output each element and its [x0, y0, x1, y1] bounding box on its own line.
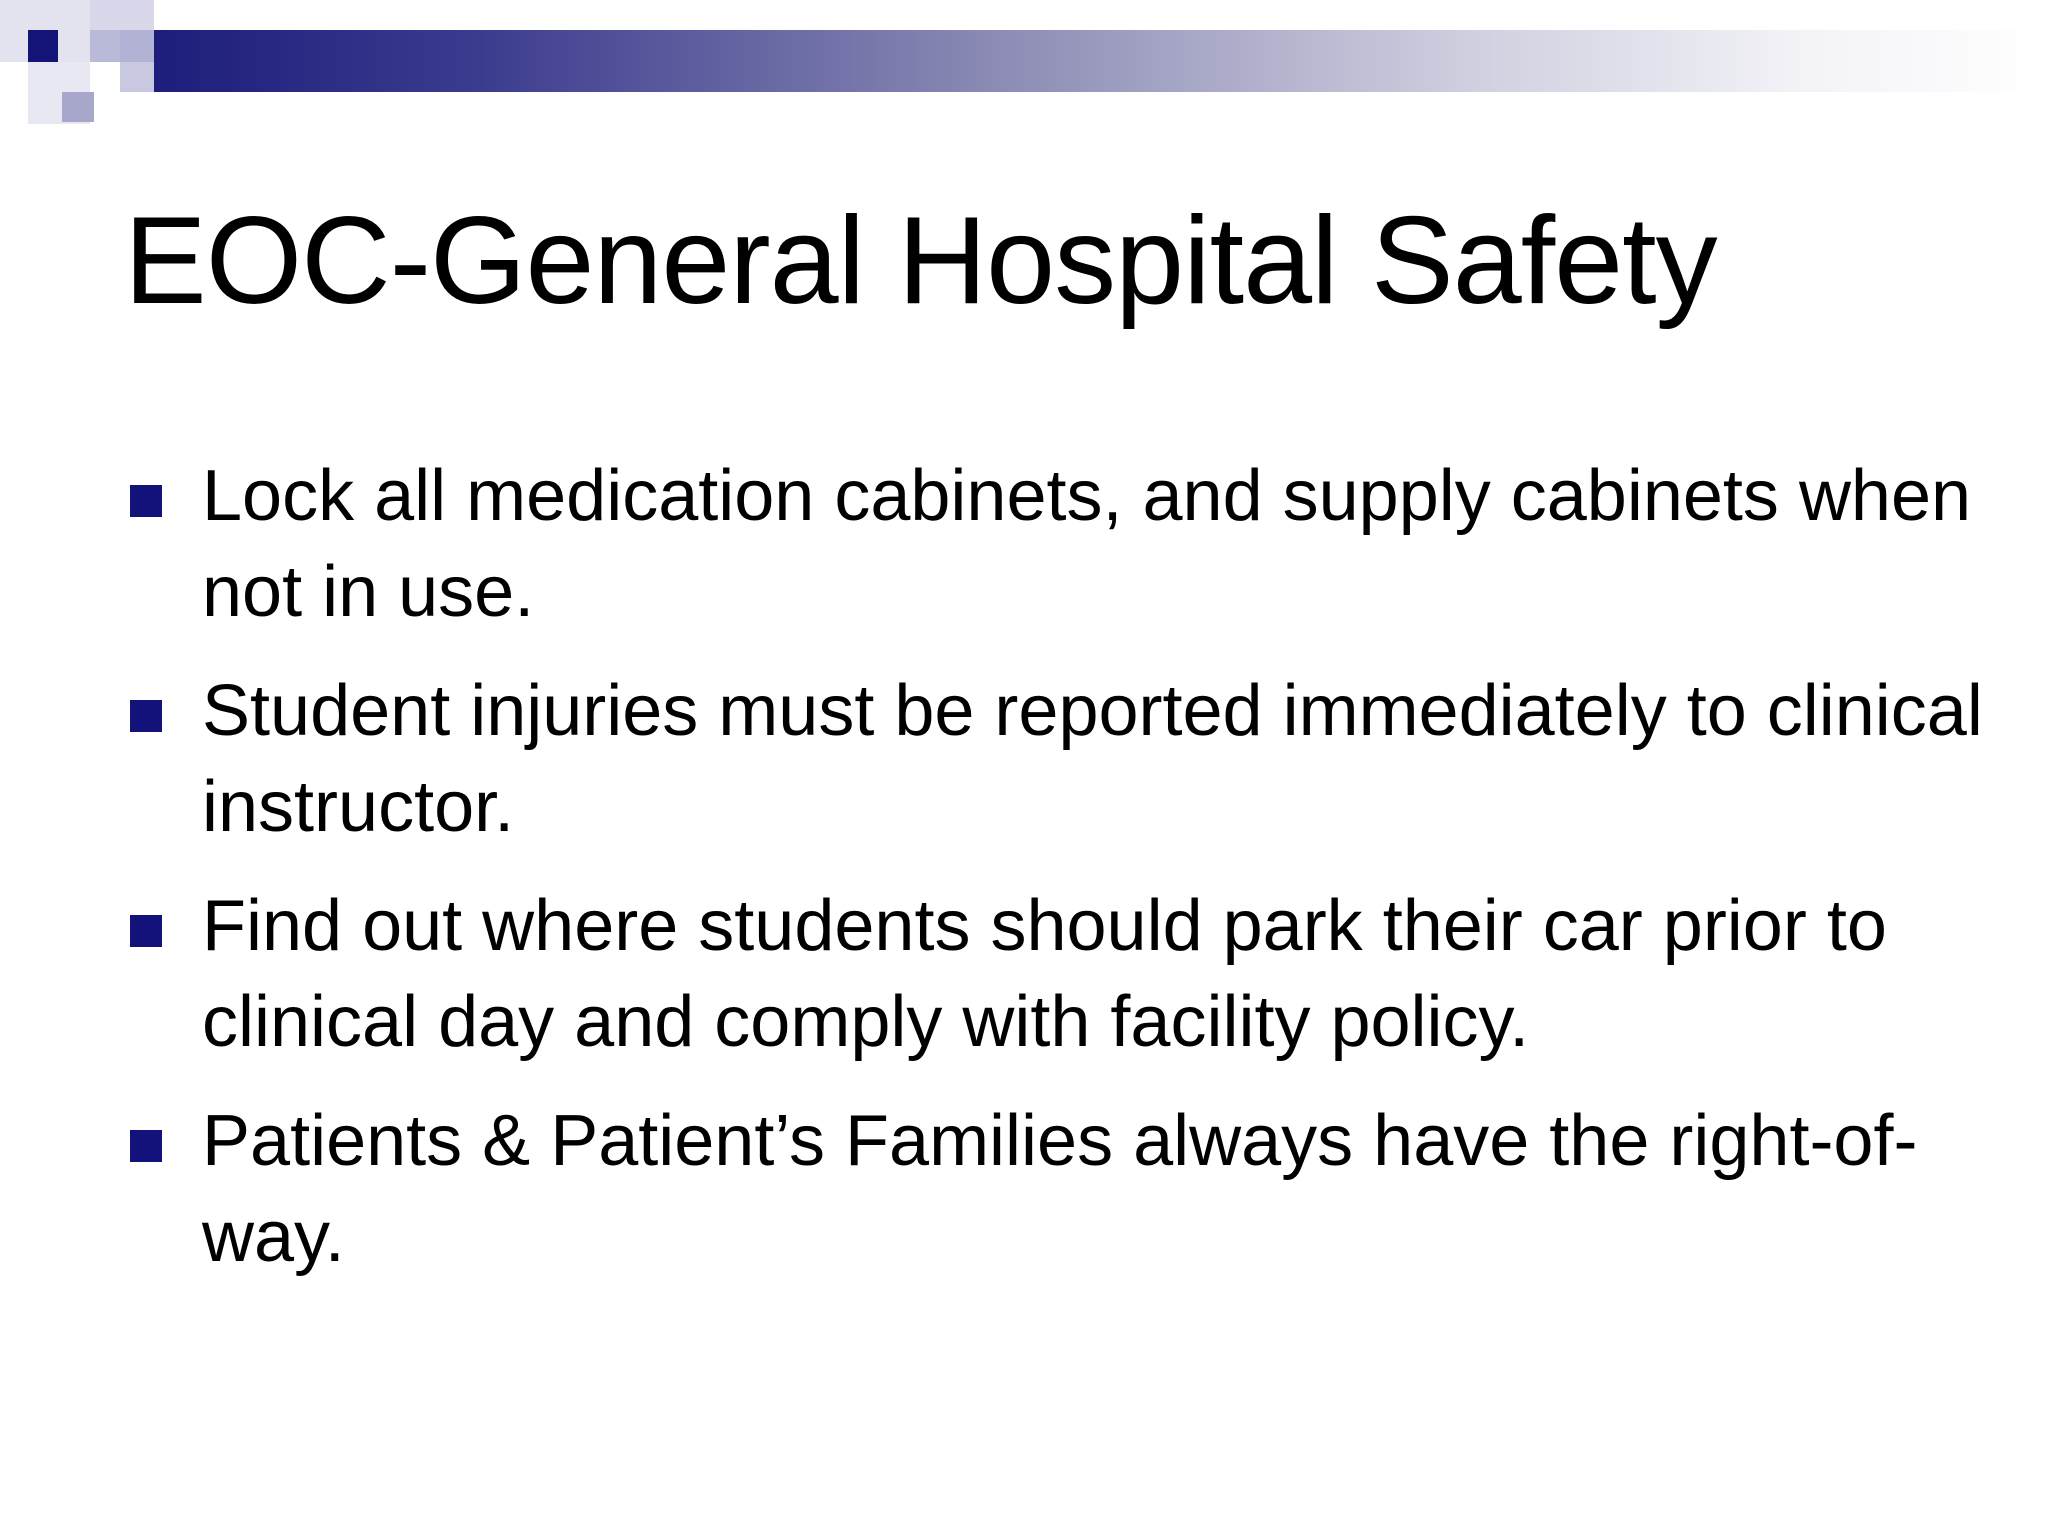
bullet-text: Student injuries must be reported immediately to clinical instructor.: [202, 671, 1983, 847]
decorative-square: [120, 30, 154, 62]
square-bullet-icon: [130, 915, 162, 947]
decorative-square: [28, 30, 58, 62]
square-bullet-icon: [130, 700, 162, 732]
square-bullet-icon: [130, 485, 162, 517]
bullet-item: [124, 663, 1984, 855]
bullet-item: [124, 1093, 1984, 1285]
bullet-item: [124, 878, 1984, 1070]
bullet-text: Find out where students should park their car prior to clinical day and comply with facility policy.: [202, 886, 1887, 1062]
slide-title: EOC-General Hospital Safety: [124, 192, 1717, 330]
decorative-square: [90, 30, 120, 62]
bullet-list: [124, 448, 1984, 1308]
bullet-item: [124, 448, 1984, 640]
square-bullet-icon: [130, 1130, 162, 1162]
header-gradient-band: [120, 30, 2048, 92]
decorative-square: [120, 62, 154, 92]
decorative-square: [62, 92, 94, 122]
bullet-text: Patients & Patient’s Families always have the right-of-way.: [202, 1101, 1918, 1277]
decorative-square: [90, 0, 154, 30]
bullet-text: Lock all medication cabinets, and supply cabinets when not in use.: [202, 456, 1972, 632]
